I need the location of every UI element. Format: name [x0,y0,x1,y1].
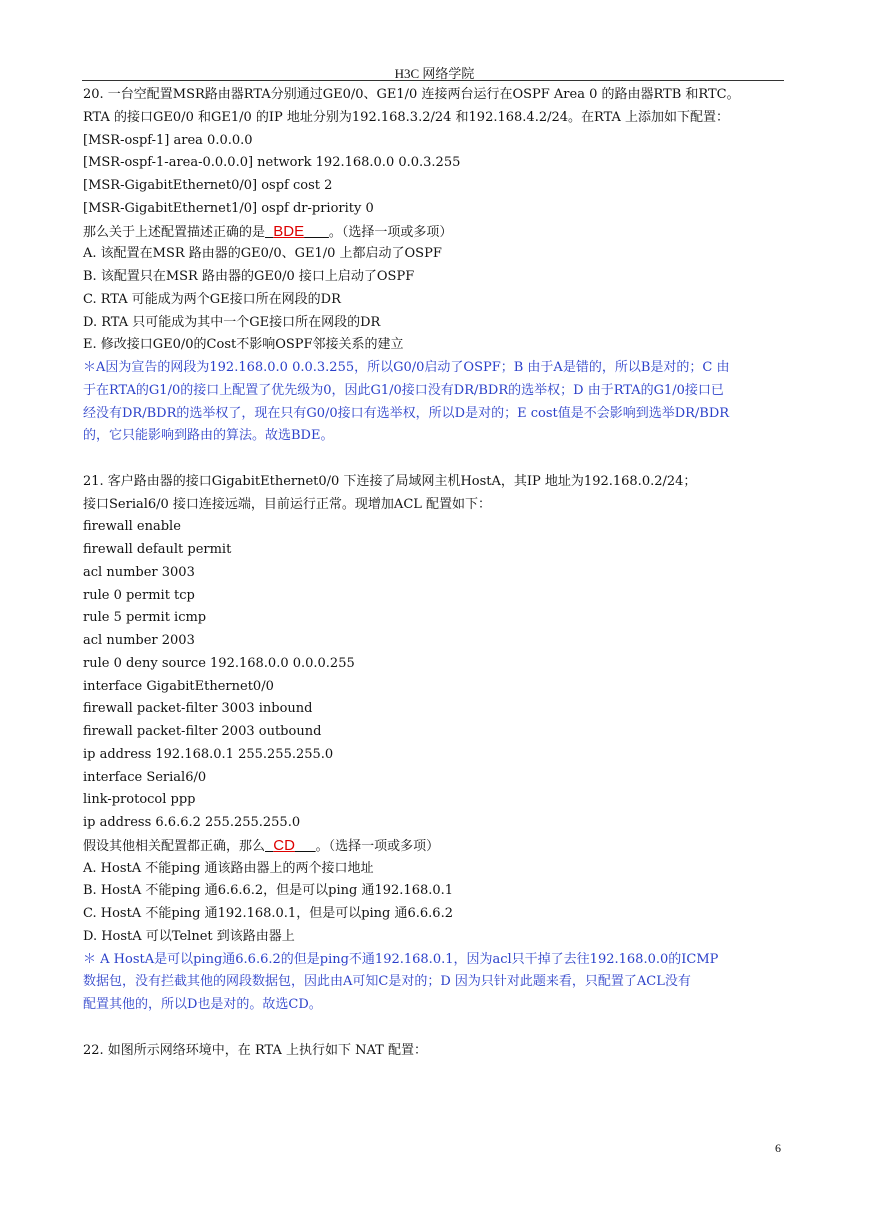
q20-config-line: [MSR-GigabitEthernet1/0] ospf dr-priority 0 [83,200,374,216]
q21-config-line: firewall default permit [83,542,232,557]
paragraph-spacer [83,1017,788,1040]
page-number: 6 [775,1141,781,1155]
paragraph-spacer [83,448,788,471]
q21-config-line: firewall enable [83,519,181,535]
q21-explanation-line: 数据包，没有拦截其他的网段数据包，因此由A可知C是对的；D 因为只针对此题来看，只配置了ACL没有 [83,974,691,990]
q21-config-line: interface GigabitEthernet0/0 [83,678,274,694]
answer-blank-tail [295,839,316,854]
q20-config-line: [MSR-ospf-1-area-0.0.0.0] network 192.168.0.0 0.0.3.255 [83,155,461,171]
q20-question-line [83,221,788,244]
q21-config-line: ip address 192.168.0.1 255.255.255.0 [83,746,334,762]
q20-option-c: C. RTA 可能成为两个GE接口所在网段的DR [83,291,341,307]
page-header: H3C 网络学院 [394,66,475,81]
answer-blank-tail [304,225,329,240]
q20-answer: BDE [273,222,305,240]
q21-option-d: D. HostA 可以Telnet 到该路由器上 [83,928,295,944]
q21-question-suffix: 。（选择一项或多项） [315,838,440,854]
q21-config-line: rule 0 permit tcp [83,587,195,603]
question-21 [83,471,788,1017]
q21-config-line: rule 0 deny source 192.168.0.0 0.0.0.255 [83,655,355,671]
q21-option-a: A. HostA 不能ping 通该路由器上的两个接口地址 [83,860,374,876]
q21-explanation-line: 配置其他的，所以D也是对的。故选CD。 [83,997,322,1012]
q20-config-line: [MSR-ospf-1] area 0.0.0.0 [83,132,253,148]
q21-config-line: interface Serial6/0 [83,769,207,785]
q20-intro-line-1: 20. 一台空配置MSR路由器RTA分别通过GE0/0、GE1/0 连接两台运行在OSPF Area 0 的路由器RTB 和RTC。 [83,87,740,102]
header-divider [82,80,784,81]
q21-answer: CD [273,836,295,854]
q21-config-line: rule 5 permit icmp [83,610,207,626]
q21-config-line: ip address 6.6.6.2 255.255.255.0 [83,815,301,830]
q21-intro-line-2: 接口Serial6/0 接口连接远端，目前运行正常。现增加ACL 配置如下： [83,496,492,512]
q22-intro: 22. 如图所示网络环境中，在 RTA 上执行如下 NAT 配置： [83,1042,427,1058]
q21-option-b: B. HostA 不能ping 通6.6.6.2，但是可以ping 通192.168.0.1 [83,883,454,899]
q21-config-line: acl number 2003 [83,633,195,648]
q21-config-line: firewall packet-filter 3003 inbound [83,701,313,717]
q20-option-d: D. RTA 只可能成为其中一个GE接口所在网段的DR [83,314,381,330]
page-content [83,84,788,1062]
q20-explanation-line: 于在RTA的G1/0的接口上配置了优先级为0，因此G1/0接口没有DR/BDR的选举权；D 由于RTA的G1/0接口已 [83,382,724,398]
q21-option-c: C. HostA 不能ping 通192.168.0.1，但是可以ping 通6.6.6.2 [83,906,453,921]
q21-question-line [83,835,788,858]
q20-option-b: B. 该配置只在MSR 路由器的GE0/0 接口上启动了OSPF [83,269,415,284]
q20-explanation-line: 的，它只能影响到路由的算法。故选BDE。 [83,428,334,444]
question-22 [83,1040,788,1063]
q20-explanation-line: 经没有DR/BDR的选举权了，现在只有G0/0接口有选举权，所以D是对的；E cost值是不会影响到选举DR/BDR [83,405,730,421]
q21-question-prefix: 假设其他相关配置都正确，那么 [83,838,266,854]
question-20 [83,84,788,448]
q20-config-line: [MSR-GigabitEthernet0/0] ospf cost 2 [83,178,333,193]
q20-question-prefix: 那么关于上述配置描述正确的是 [83,224,266,240]
q20-intro-line-2: RTA 的接口GE0/0 和GE1/0 的IP 地址分别为192.168.3.2/24 和192.168.4.2/24。在RTA 上添加如下配置： [83,109,730,125]
q21-config-line: link-protocol ppp [83,792,196,808]
q21-explanation-line: ＊ A HostA是可以ping通6.6.6.2的但是ping不通192.168.0.1，因为acl只干掉了去往192.168.0.0的ICMP [83,951,719,967]
q20-option-e: E. 修改接口GE0/0的Cost不影响OSPF邻接关系的建立 [83,337,404,353]
q20-explanation-line: ＊A因为宣告的网段为192.168.0.0 0.0.3.255，所以G0/0启动了OSPF；B 由于A是错的，所以B是对的；C 由 [83,360,730,375]
q20-question-suffix: 。（选择一项或多项） [328,224,453,240]
q21-config-line: acl number 3003 [83,564,195,580]
q20-option-a: A. 该配置在MSR 路由器的GE0/0、GE1/0 上都启动了OSPF [83,246,442,262]
q21-config-line: firewall packet-filter 2003 outbound [83,724,322,739]
q21-intro-line-1: 21. 客户路由器的接口GigabitEthernet0/0 下连接了局域网主机HostA，其IP 地址为192.168.0.2/24； [83,473,697,489]
